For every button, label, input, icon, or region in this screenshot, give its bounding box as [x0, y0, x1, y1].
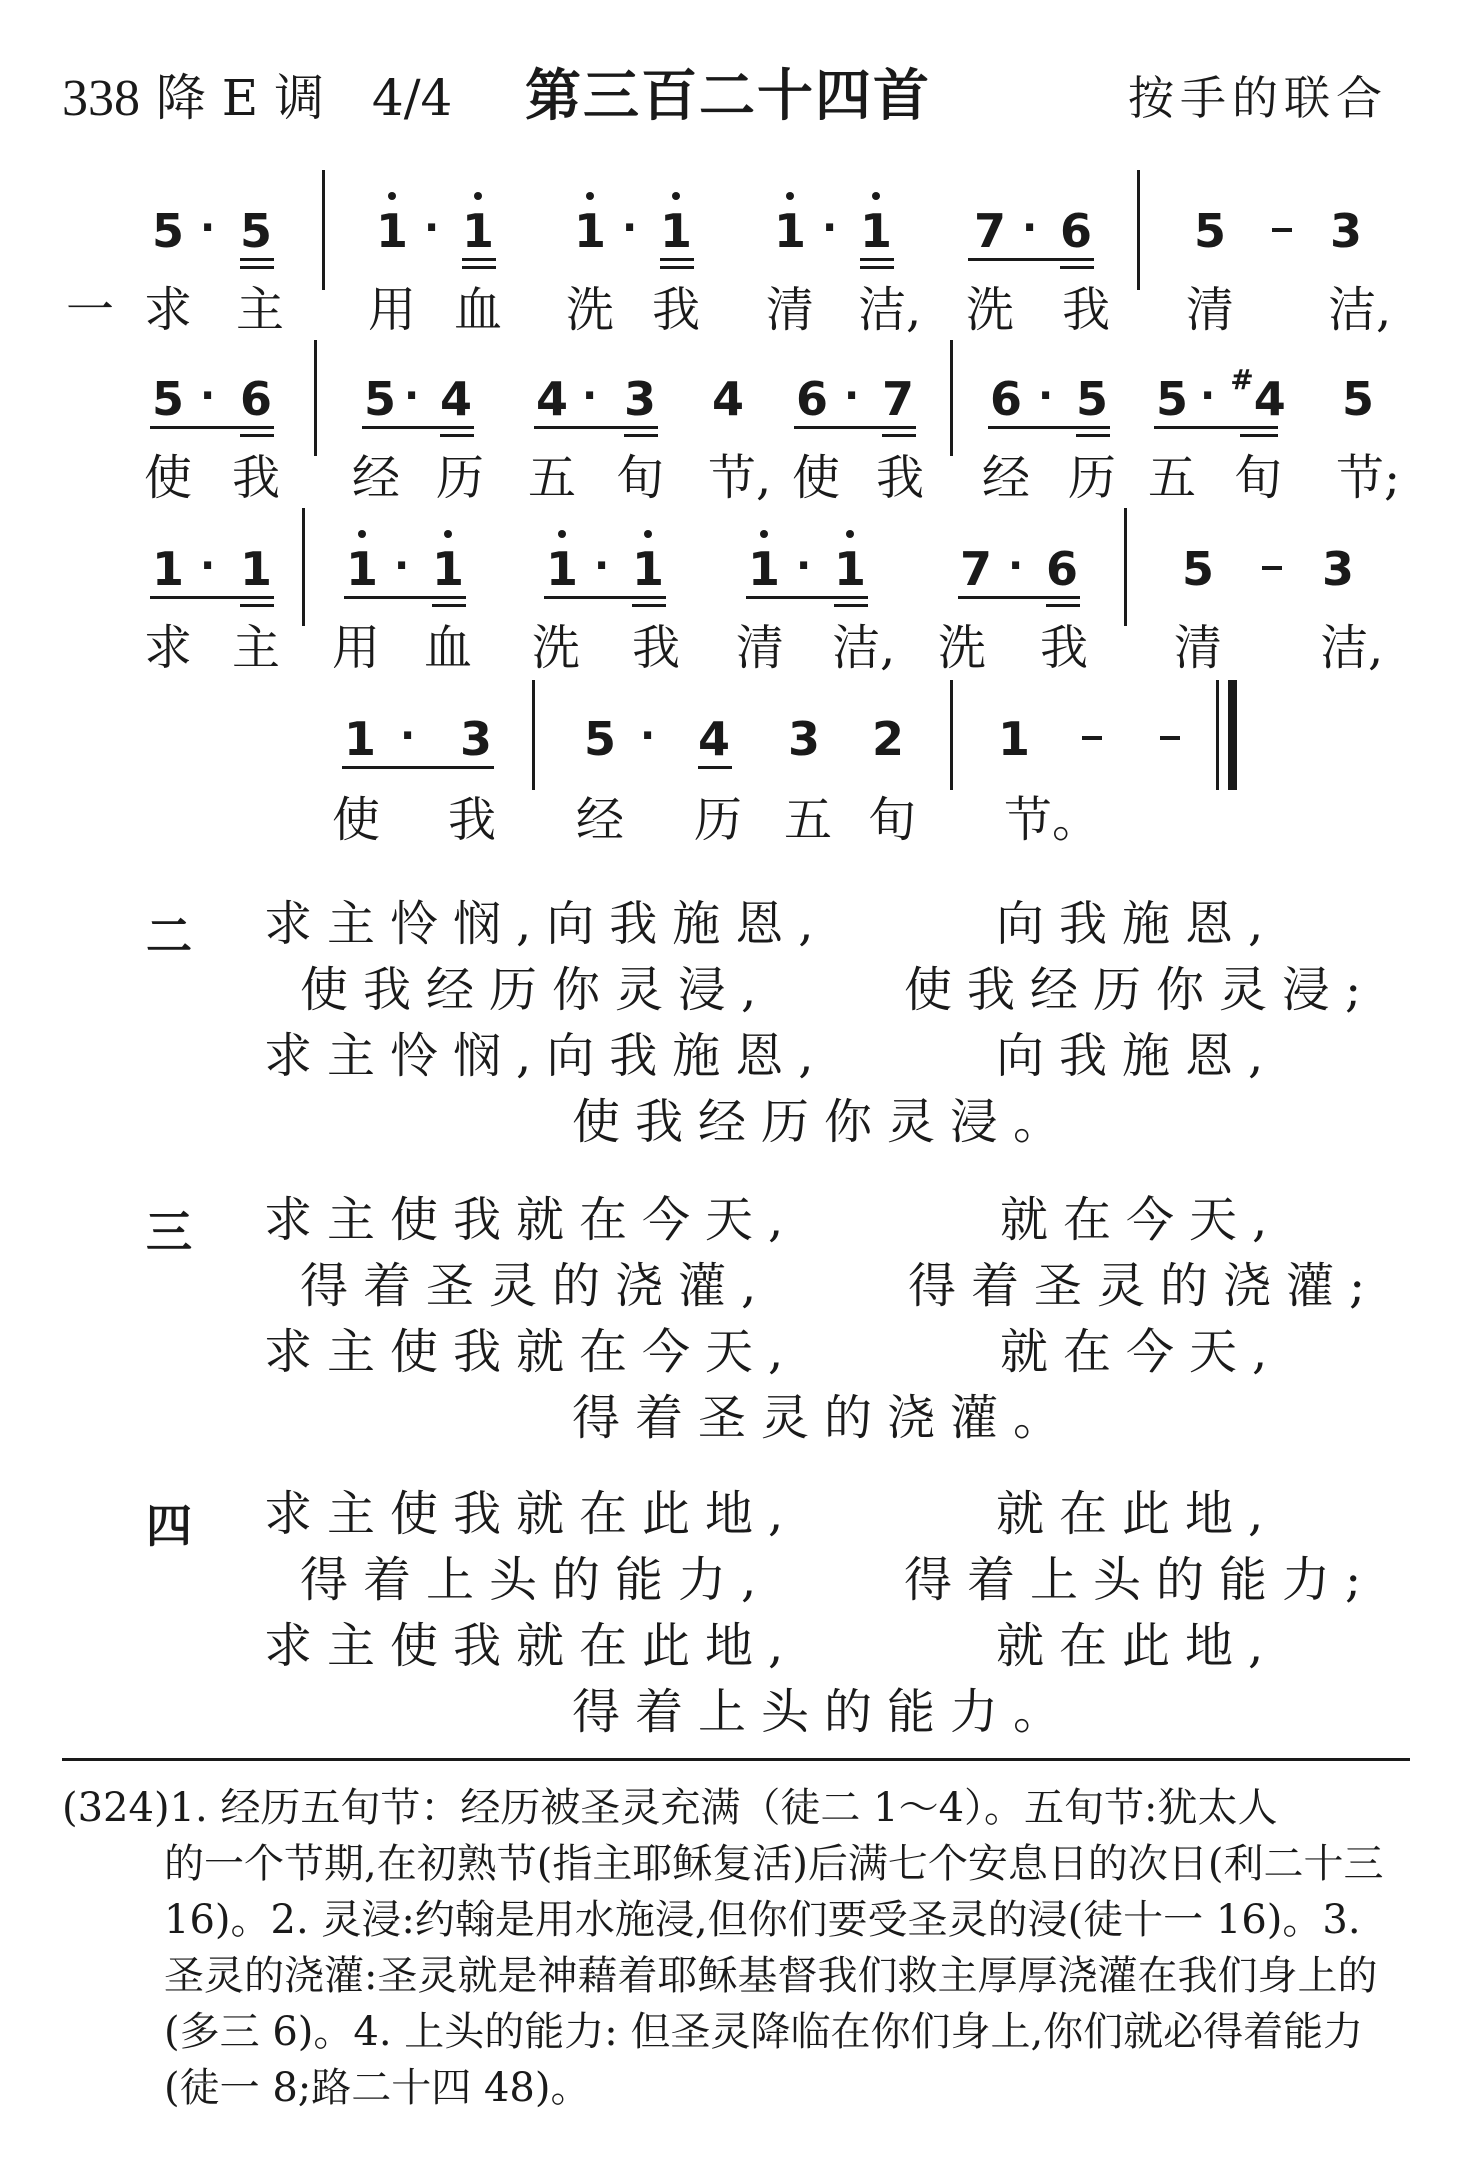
dash-hold	[1262, 566, 1282, 570]
note-sharp: #4	[1230, 363, 1286, 427]
footnote	[62, 1780, 1412, 2116]
note: 7	[881, 372, 914, 426]
lyric: 旬	[867, 792, 916, 848]
lyric: 节;	[1336, 450, 1401, 506]
note: 1	[151, 542, 184, 596]
lyric: 使	[143, 450, 192, 506]
verse-line: 使我经历你灵浸。	[572, 1094, 1077, 1150]
note: 4	[711, 372, 744, 426]
lyric: 经	[351, 450, 400, 506]
underline	[660, 258, 694, 261]
underline	[1046, 604, 1080, 607]
dot-separator: ·	[404, 373, 420, 419]
lyric: 旬	[1233, 450, 1282, 506]
hymn-title: 第三百二十四首	[525, 64, 931, 129]
note: 5	[151, 372, 184, 426]
underline	[968, 258, 1094, 261]
lyric: 洁,	[858, 282, 922, 338]
lyric: 用	[331, 620, 380, 676]
underline	[794, 426, 916, 429]
lyric: 五	[527, 450, 576, 506]
underline	[150, 426, 274, 429]
note: 3	[623, 372, 656, 426]
dash-hold	[1160, 736, 1180, 740]
note: 6	[989, 372, 1022, 426]
note: 7	[973, 204, 1006, 258]
note: 3	[459, 712, 492, 766]
dot-separator: ·	[200, 205, 216, 251]
dot-separator: ·	[844, 373, 860, 419]
note: 5	[363, 372, 396, 426]
lyric: 使	[791, 450, 840, 506]
dot-separator: ·	[200, 373, 216, 419]
note: 4	[697, 712, 730, 766]
final-barline-thin	[1216, 680, 1219, 790]
verse-line: 求主怜悯,向我施恩,	[264, 896, 829, 952]
note: 3	[787, 712, 820, 766]
footnote-body: 的一个节期,在初熟节(指主耶稣复活)后满七个安息日的次日(利二十三 16)。2. 灵浸:约翰是用水施浸,但你们要受圣灵的浸(徒十一 16)。3. 圣灵的浇灌:圣灵就是神藉着耶稣基督我们救主厚厚浇灌在我们身上的 (多三 6)。4. 上头的能力: 但圣灵降临在你们身上,你们就必得着能力(徒一 8;路二十四 48)。	[164, 1841, 1384, 2111]
lyric: 洗	[531, 620, 580, 676]
lyric: 我	[447, 792, 496, 848]
underline	[544, 596, 666, 599]
lyric: 清	[735, 620, 784, 676]
note: 1	[542, 546, 582, 592]
note: 1	[997, 712, 1030, 766]
note: 5	[583, 712, 616, 766]
note: 6	[795, 372, 828, 426]
hymn-subtitle: 按手的联合	[1128, 71, 1388, 125]
verse-line: 使我经历你灵浸;	[904, 962, 1377, 1018]
note: 5	[1155, 372, 1188, 426]
note: 5	[1193, 204, 1226, 258]
underline	[240, 266, 274, 269]
underline	[1076, 434, 1110, 437]
lyric: 清	[765, 282, 814, 338]
dot-separator: ·	[622, 205, 638, 251]
note: 6	[1045, 542, 1078, 596]
lyric: 主	[231, 620, 280, 676]
note: 6	[239, 372, 272, 426]
lyric: 洗	[965, 282, 1014, 338]
underline	[362, 426, 474, 429]
dot-separator: ·	[400, 713, 416, 759]
dot-separator: ·	[582, 373, 598, 419]
lyric: 历	[435, 450, 484, 506]
final-barline-thick	[1228, 680, 1237, 790]
dash-hold	[1082, 736, 1102, 740]
dot-separator: ·	[640, 713, 656, 759]
barline	[322, 170, 325, 290]
lyric: 使	[331, 792, 380, 848]
note: 5	[1181, 542, 1214, 596]
underline	[698, 766, 732, 769]
note: 1	[830, 546, 870, 592]
verse-line: 得着上头的能力。	[572, 1684, 1077, 1740]
lyric: 历	[1067, 450, 1116, 506]
dot-separator: ·	[200, 543, 216, 589]
barline	[1124, 508, 1127, 626]
hymn-header-left	[62, 58, 452, 130]
note: 1	[570, 208, 610, 254]
lyric: 经	[575, 792, 624, 848]
lyric: 求	[143, 282, 192, 338]
note: 5	[151, 204, 184, 258]
underline	[1060, 266, 1094, 269]
verse-line: 求主使我就在今天,	[264, 1324, 799, 1380]
verse-line: 求主怜悯,向我施恩,	[264, 1028, 829, 1084]
verse-line: 得着上头的能力,	[300, 1552, 772, 1608]
verse-line: 就在此地,	[996, 1486, 1279, 1542]
barline	[1137, 170, 1140, 290]
hymn-number: 338	[62, 70, 140, 127]
verse-line: 求主使我就在今天,	[264, 1192, 799, 1248]
lyric: 节,	[708, 450, 772, 506]
underline	[344, 596, 466, 599]
underline	[462, 258, 496, 261]
barline	[532, 680, 535, 790]
underline	[342, 766, 494, 769]
dot-separator: ·	[594, 543, 610, 589]
note: 1	[342, 546, 382, 592]
note: 5	[1341, 372, 1374, 426]
underline	[1154, 426, 1278, 429]
underline	[860, 266, 894, 269]
lyric: 五	[1147, 450, 1196, 506]
note: 1	[628, 546, 668, 592]
barline	[950, 340, 953, 456]
dot-separator: ·	[796, 543, 812, 589]
lyric: 我	[1061, 282, 1110, 338]
note: 1	[770, 208, 810, 254]
underline	[860, 258, 894, 261]
lyric: 求	[143, 620, 192, 676]
lyric: 洁,	[832, 620, 896, 676]
verse-line: 就在此地,	[996, 1618, 1279, 1674]
underline	[240, 258, 274, 261]
note: 2	[871, 712, 904, 766]
verse-line: 求主使我就在此地,	[264, 1618, 799, 1674]
underline	[834, 604, 868, 607]
lyric: 我	[631, 620, 680, 676]
note: 7	[959, 542, 992, 596]
hymn-time-signature: 4/4	[371, 69, 453, 127]
dash-hold	[1272, 228, 1292, 232]
verse-line: 得着圣灵的浇灌,	[300, 1258, 772, 1314]
barline	[302, 508, 305, 626]
note: 5	[1075, 372, 1108, 426]
verse-line: 就在今天,	[1000, 1324, 1283, 1380]
lyric: 血	[453, 282, 502, 338]
verse-number: 二	[146, 909, 192, 963]
lyric: 历	[693, 792, 742, 848]
note: 1	[428, 546, 468, 592]
verse-line: 得着上头的能力;	[904, 1552, 1377, 1608]
barline	[314, 340, 317, 456]
underline	[1240, 434, 1278, 437]
note: 4	[535, 372, 568, 426]
note: 4	[439, 372, 472, 426]
verse-line: 得着圣灵的浇灌;	[908, 1258, 1381, 1314]
lyric: 经	[981, 450, 1030, 506]
hymn-key: 降 E 调	[155, 69, 325, 127]
note: 1	[458, 208, 498, 254]
note: 3	[1321, 542, 1354, 596]
note: 1	[744, 546, 784, 592]
verse-line: 就在今天,	[1000, 1192, 1283, 1248]
underline	[534, 426, 658, 429]
underline	[240, 604, 274, 607]
verse-line: 得着圣灵的浇灌。	[572, 1390, 1077, 1446]
dot-separator: ·	[1022, 205, 1038, 251]
verse-number: 一	[65, 282, 114, 338]
underline	[632, 604, 666, 607]
note: 6	[1059, 204, 1092, 258]
lyric: 主	[235, 282, 284, 338]
note: 1	[656, 208, 696, 254]
underline	[462, 266, 496, 269]
underline	[240, 434, 274, 437]
lyric: 清	[1185, 282, 1234, 338]
underline	[746, 596, 868, 599]
note: 5	[239, 204, 272, 258]
verse-line: 向我施恩,	[996, 1028, 1279, 1084]
verse-number: 三	[146, 1205, 192, 1259]
dot-separator: ·	[1008, 543, 1024, 589]
dot-separator: ·	[424, 205, 440, 251]
lyric: 节。	[1004, 792, 1101, 848]
lyric: 我	[651, 282, 700, 338]
underline	[624, 434, 658, 437]
note: 1	[343, 712, 376, 766]
verse-line: 求主使我就在此地,	[264, 1486, 799, 1542]
underline	[432, 604, 466, 607]
underline	[440, 434, 474, 437]
lyric: 洁,	[1320, 620, 1384, 676]
underline	[958, 596, 1080, 599]
dot-separator: ·	[822, 205, 838, 251]
lyric: 我	[875, 450, 924, 506]
lyric: 旬	[615, 450, 664, 506]
lyric: 血	[423, 620, 472, 676]
lyric: 洗	[937, 620, 986, 676]
lyric: 五	[783, 792, 832, 848]
footnote-first-line: (324)1. 经历五旬节：经历被圣灵充满（徒二 1～4）。五旬节:犹太人	[62, 1785, 1278, 1831]
note: 1	[372, 208, 412, 254]
underline	[988, 426, 1110, 429]
underline	[150, 596, 274, 599]
verse-line: 使我经历你灵浸,	[300, 962, 772, 1018]
dot-separator: ·	[394, 543, 410, 589]
barline	[950, 680, 953, 790]
note: 3	[1329, 204, 1362, 258]
note: 1	[239, 542, 272, 596]
lyric: 我	[231, 450, 280, 506]
verse-line: 向我施恩,	[996, 896, 1279, 952]
footnote-divider	[62, 1758, 1410, 1761]
dot-separator: ·	[1200, 373, 1216, 419]
lyric: 用	[367, 282, 416, 338]
lyric: 洗	[565, 282, 614, 338]
note: 1	[856, 208, 896, 254]
lyric: 清	[1173, 620, 1222, 676]
underline	[660, 266, 694, 269]
underline	[882, 434, 916, 437]
verse-number: 四	[146, 1499, 192, 1553]
dot-separator: ·	[1038, 373, 1054, 419]
lyric: 我	[1039, 620, 1088, 676]
lyric: 洁,	[1328, 282, 1392, 338]
